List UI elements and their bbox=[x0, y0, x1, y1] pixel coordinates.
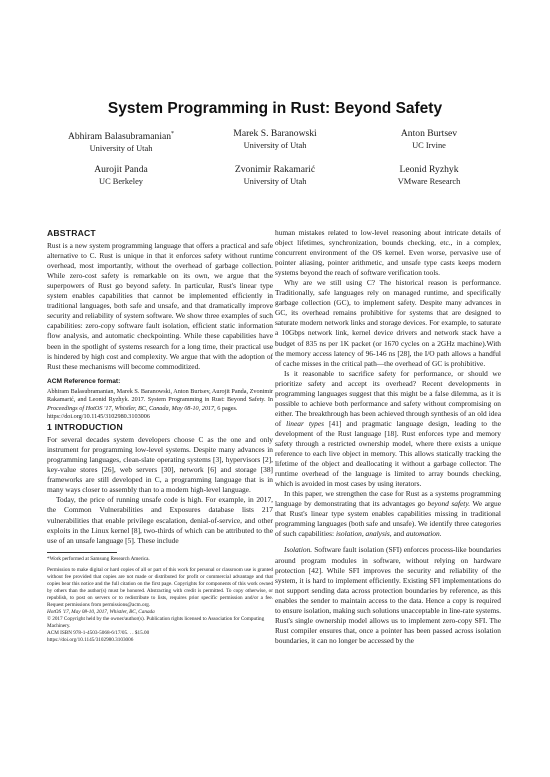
author-name: Aurojit Panda bbox=[94, 164, 148, 176]
acm-reference-pages: 6 pages. bbox=[215, 404, 238, 412]
body-paragraph-3: Is it reasonable to sacrifice safety for performance, or should we prioritize safety and accept its overhead? Recent developments in programming languages suggest that this might be a false dilemma, as it is possible to achieve both performance and safety without compromising on either. The breakthrough has been achieved through synthesis of an old idea of linear types [41] and pragmatic language design, leading to the development of the Rust language [18]. Rust enforces type and memory safety through a restricted ownership model, where there exists a unique reference to each live object in memory. This allows statically tracking the lifetime of the object and deallocating it without a garbage collector. The runtime overhead of the language is limited to array bounds checking, which is avoided in most cases by using iterators. bbox=[275, 368, 501, 489]
emphasis-isolation-analysis: isolation, analysis, bbox=[335, 529, 392, 539]
copyright-line: © 2017 Copyright held by the owner/author(s). Publication rights licensed to Association for Computing Machinery. bbox=[47, 615, 265, 629]
isbn-line: ACM ISBN 978-1-4503-5068-6/17/05. . . $15.00 bbox=[47, 629, 150, 636]
acm-reference-heading: ACM Reference format: bbox=[47, 377, 121, 385]
author-affiliation: VMware Research bbox=[397, 177, 461, 187]
emphasis-linear-types: linear types bbox=[286, 418, 325, 428]
author-footnote: *Work performed at Samsung Research America. bbox=[47, 555, 150, 562]
author-6 bbox=[352, 164, 506, 187]
author-affiliation: University of Utah bbox=[89, 144, 153, 154]
permission-notice: Permission to make digital or hard copies of all or part of this work for personal or classroom use is granted without fee provided that copies are not made or distributed for profit or commercial advantage and that copies bear this notice and the full citation on the first page. Copyrights for components of this work owned by others than the author(s) must be honored. Abstracting with credit is permitted. To copy otherwise, or republish, to post on servers or to redistribute to lists, requires prior specific permission and/or a fee. Request permissions from permissions@acm.org. bbox=[47, 566, 273, 608]
author-row-2 bbox=[44, 164, 506, 187]
author-row-1 bbox=[44, 128, 506, 154]
author-3 bbox=[352, 128, 506, 154]
left-column bbox=[47, 228, 273, 644]
body-paragraph-1: human mistakes related to low-level reasoning about intricate details of object lifetimes, synchronization, bounds checking, etc., in a complex, concurrent environment of the OS kernel. Even worse, pervasive use of pointer aliasing, pointer arithmetic, and unsafe type casts keeps modern systems beyond the reach of software verification tools. bbox=[275, 228, 501, 278]
acm-reference-doi-link[interactable]: https://doi.org/10.1145/3102980.3103006 bbox=[47, 413, 150, 421]
paragraph-lead-isolation: Isolation. bbox=[284, 545, 313, 555]
author-affiliation: UC Irvine bbox=[412, 141, 446, 150]
acm-reference-venue: Proceedings of HotOS '17, Whistler, BC, Canada, May 08-10, 2017, bbox=[47, 404, 216, 412]
body-paragraph-2: Why are we still using C? The historical reason is performance. Traditionally, safe languages rely on managed runtime, and specifically garbage collection (GC), to implement safety. Despite many advances in GC, its overhead remains prohibitive for systems that are designed to saturate modern network links and storage devices. For example, to saturate a 10Gbps network link, kernel device drivers and network stack have a budget of 835 ns per 1K packet (or 1670 cycles on a 2GHz machine).With the memory access latency of 96-146 ns [28], the I/O path allows a handful of cache misses in the critical path—the overhead of GC is prohibitive. bbox=[275, 278, 501, 368]
acm-reference-text bbox=[47, 388, 273, 422]
author-1 bbox=[44, 128, 198, 154]
conference-info: HotOS '17, May 08-10, 2017, Whistler, BC, Canada bbox=[47, 608, 155, 615]
emphasis-automation: automation. bbox=[405, 529, 442, 539]
body-paragraph-4: In this paper, we strengthen the case for Rust as a systems programming language by demonstrating that its advantages go beyond safety. We argue that Rust's linear type system enables capabilities missing in traditional programming languages (both safe and unsafe). We identify three categories of such capabilities: isolation, analysis, and automation. bbox=[275, 489, 501, 539]
author-affiliation: University of Utah bbox=[243, 177, 307, 187]
author-4 bbox=[44, 164, 198, 187]
conference-line bbox=[47, 609, 273, 616]
author-name: Marek S. Baranowski bbox=[233, 128, 317, 139]
author-affiliation: University of Utah bbox=[243, 141, 307, 150]
intro-paragraph-1: For several decades system developers choose C as the one and only instrument for programming low-level systems. Despite many advances in programming languages, clean-slate operating systems [3], hypervisors [2], key-value stores [26], web servers [30], network [6] and storage [38] frameworks are still developed in C, a programming language that is in many ways closer to assembly than to a modern high-level language. bbox=[47, 435, 273, 495]
emphasis-beyond-safety: beyond safety. bbox=[427, 499, 471, 509]
author-name: Anton Burtsev bbox=[400, 128, 458, 139]
intro-paragraph-2: Today, the price of running unsafe code is high. For example, in 2017, the Common Vulnerabilities and Exposures database lists 217 vulnerabilities that enable privilege escalation, denial-of-service, and other exploits in the Linux kernel [8], two-thirds of which can be attributed to the use of an unsafe language [5]. These include bbox=[47, 495, 273, 545]
abstract-text: Rust is a new system programming language that offers a practical and safe alternative to C. Rust is unique in that it enforces safety without runtime overhead, most importantly, without the overhead of garbage collection. While zero-cost safety is remarkable on its own, we argue that the superpowers of Rust go beyond safety. In particular, Rust's linear type system enables capabilities that cannot be implemented efficiently in traditional languages, both safe and unsafe, and that dramatically improve security and reliability of system software. We show three examples of such capabilities: zero-copy software fault isolation, efficient static information flow analysis, and automatic checkpointing. While these capabilities have been in the spotlight of systems research for a long time, their practical use is hindered by high cost and complexity. We argue that with the adoption of Rust these mechanisms will become commoditized. bbox=[47, 241, 273, 371]
acm-reference-authors: Abhiram Balasubramanian, Marek S. Baranowski, Anton Burtsev, Aurojit Panda, Zvonimir Rakamarić, and Leonid Ryzhyk. 2017. System Programming in Rust: Beyond Safety. In bbox=[47, 387, 273, 404]
doi-line[interactable]: https://doi.org/10.1145/3102980.3103006 bbox=[47, 636, 134, 643]
author-footnote-mark: * bbox=[171, 131, 175, 137]
author-2 bbox=[198, 128, 352, 154]
author-block bbox=[44, 128, 506, 197]
author-name: Abhiram Balasubramanian bbox=[67, 131, 172, 143]
intro-heading: 1 INTRODUCTION bbox=[47, 422, 123, 433]
body-paragraph-isolation: Isolation. Software fault isolation (SFI) enforces process-like boundaries around program modules in software, without relying on hardware protection [42]. While SFI improves the security and reliability of the system, it is hard to implement efficiently. Existing SFI implementations do not support sending data across protection boundaries by reference, as this enables the sender to maintain access to the data. Hence a copy is required to ensure isolation, making such solutions unacceptable in line-rate systems. Rust's single ownership model allows us to implement zero-copy SFI. The Rust compiler ensures that, once a pointer has been passed across isolation boundaries, it can no longer be accessed by the bbox=[275, 545, 501, 645]
author-5 bbox=[198, 164, 352, 187]
footnote-divider bbox=[47, 552, 117, 553]
author-affiliation: UC Berkeley bbox=[99, 177, 143, 187]
author-name: Leonid Ryzhyk bbox=[399, 164, 459, 176]
paper-title: System Programming in Rust: Beyond Safety bbox=[107, 100, 443, 117]
author-name: Zvonimir Rakamarić bbox=[234, 164, 316, 176]
right-column bbox=[275, 228, 501, 646]
abstract-heading: ABSTRACT bbox=[47, 228, 96, 238]
